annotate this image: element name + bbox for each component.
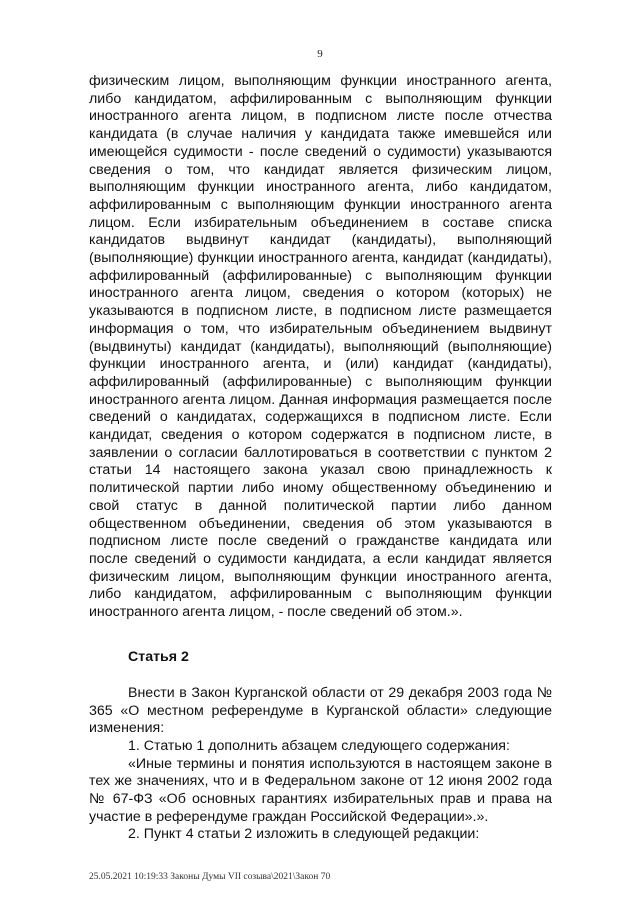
paragraph-amendment-intro: Внести в Закон Курганской области от 29 декабря 2003 года № 365 «О местном референдуме в Курганской области» следующие изменения: (89, 684, 552, 737)
paragraph-quote: «Иные термины и понятия используются в настоящем законе в тех же значениях, что и в Федеральном законе от 12 июня 2002 года № 67-ФЗ «Об основных гарантиях избирательных прав и права на участие в референдуме граждан Российской Федерации».». (89, 755, 552, 825)
paragraph-item-1: 1. Статью 1 дополнить абзацем следующего содержания: (128, 737, 510, 754)
document-footer: 25.05.2021 10:19:33 Законы Думы VII созыва\2021\Закон 70 (89, 872, 331, 882)
document-body (89, 73, 552, 844)
article-heading: Статья 2 (128, 648, 189, 665)
continuation-paragraph: физическим лицом, выполняющим функции иностранного агента, либо кандидатом, аффилированным с выполняющим функции иностранного агента лицом, в подписном листе после отчества кандидата (в случае наличия у кандидата также имевшейся или имеющейся судимости - после сведений о судимости) указываются сведения о том, что кандидат является физическим лицом, выполняющим функции иностранного агента, либо кандидатом, аффилированным с выполняющим функции иностранного агента лицом. Если избирательным объединением в составе списка кандидатов выдвинут кандидат (кандидаты), выполняющий (выполняющие) функции иностранного агента, кандидат (кандидаты), аффилированный (аффилированные) с выполняющим функции иностранного агента лицом, сведения о котором (которых) не указываются в подписном листе, в подписном листе размещается информация о том, что избирательным объединением выдвинут (выдвинуты) кандидат (кандидаты), выполняющий (выполняющие) функции иностранного агента, и (или) кандидат (кандидаты), аффилированный (аффилированные) с выполняющим функции иностранного агента лицом. Данная информация размещается после сведений о кандидатах, содержащихся в подписном листе. Если кандидат, сведения о котором содержатся в подписном листе, в заявлении о согласии баллотироваться в соответствии с пунктом 2 статьи 14 настоящего закона указал свою принадлежность к политической партии либо иному общественному объединению и свой статус в данной политической партии либо данном общественном объединении, сведения об этом указываются в подписном листе после сведений о гражданстве кандидата или после сведений о судимости кандидата, а если кандидат является физическим лицом, выполняющим функции иностранного агента, либо кандидатом, аффилированным с выполняющим функции иностранного агента лицом, - после сведений об этом.». (89, 73, 552, 621)
spacer (89, 666, 552, 685)
page-number: 9 (317, 48, 323, 60)
paragraph-item-2: 2. Пункт 4 статьи 2 изложить в следующей редакции: (128, 826, 480, 843)
